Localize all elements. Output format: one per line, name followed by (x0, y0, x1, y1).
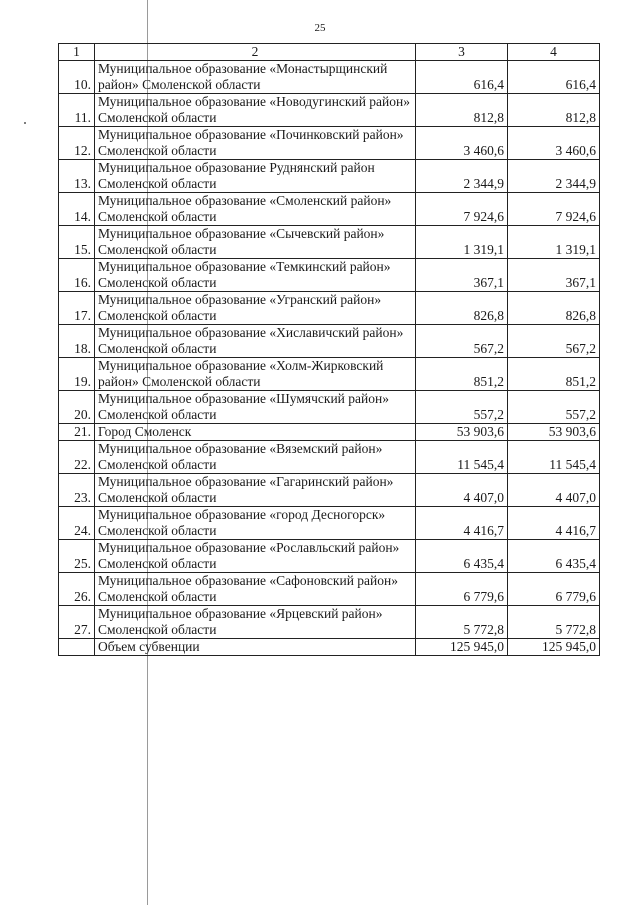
value-col3: 6 435,4 (416, 540, 508, 573)
value-col3: 567,2 (416, 325, 508, 358)
municipality-name: Муниципальное образование «Рославльский район» Смоленской области (95, 540, 416, 573)
value-col4: 5 772,8 (508, 606, 600, 639)
municipality-name: Муниципальное образование «Смоленский район» Смоленской области (95, 193, 416, 226)
table-row (59, 193, 600, 226)
table-header-row (59, 44, 600, 61)
value-col4: 616,4 (508, 61, 600, 94)
row-number: 25. (59, 540, 95, 573)
value-col4: 4 407,0 (508, 474, 600, 507)
value-col3: 3 460,6 (416, 127, 508, 160)
value-col3: 557,2 (416, 391, 508, 424)
value-col3: 1 319,1 (416, 226, 508, 259)
table-row (59, 226, 600, 259)
municipality-name: Муниципальное образование «Монастырщинский район» Смоленской области (95, 61, 416, 94)
row-number: 26. (59, 573, 95, 606)
value-col4: 3 460,6 (508, 127, 600, 160)
value-col3: 826,8 (416, 292, 508, 325)
value-col3: 5 772,8 (416, 606, 508, 639)
subvention-table (58, 43, 600, 656)
municipality-name: Муниципальное образование «Угранский район» Смоленской области (95, 292, 416, 325)
value-col3: 4 407,0 (416, 474, 508, 507)
total-label: Объем субвенции (95, 639, 416, 656)
table-row (59, 391, 600, 424)
table-row (59, 160, 600, 193)
row-number: 11. (59, 94, 95, 127)
value-col4: 6 435,4 (508, 540, 600, 573)
value-col3: 4 416,7 (416, 507, 508, 540)
row-number: 18. (59, 325, 95, 358)
total-value-col4: 125 945,0 (508, 639, 600, 656)
header-col-1: 1 (59, 44, 95, 61)
value-col3: 6 779,6 (416, 573, 508, 606)
municipality-name: Муниципальное образование «Темкинский район» Смоленской области (95, 259, 416, 292)
value-col4: 2 344,9 (508, 160, 600, 193)
table-body (59, 61, 600, 639)
value-col3: 2 344,9 (416, 160, 508, 193)
value-col4: 812,8 (508, 94, 600, 127)
table-row (59, 127, 600, 160)
value-col4: 367,1 (508, 259, 600, 292)
total-num (59, 639, 95, 656)
row-number: 21. (59, 424, 95, 441)
value-col4: 851,2 (508, 358, 600, 391)
value-col4: 567,2 (508, 325, 600, 358)
value-col4: 826,8 (508, 292, 600, 325)
table-row (59, 507, 600, 540)
row-number: 12. (59, 127, 95, 160)
table-row (59, 474, 600, 507)
row-number: 16. (59, 259, 95, 292)
municipality-name: Муниципальное образование «Сафоновский район» Смоленской области (95, 573, 416, 606)
header-col-4: 4 (508, 44, 600, 61)
table-row (59, 325, 600, 358)
table-row (59, 61, 600, 94)
municipality-name: Муниципальное образование «Холм-Жирковский район» Смоленской области (95, 358, 416, 391)
header-col-3: 3 (416, 44, 508, 61)
row-number: 23. (59, 474, 95, 507)
municipality-name: Муниципальное образование «Починковский район» Смоленской области (95, 127, 416, 160)
value-col4: 11 545,4 (508, 441, 600, 474)
total-row (59, 639, 600, 656)
table-row (59, 259, 600, 292)
total-value-col3: 125 945,0 (416, 639, 508, 656)
row-number: 14. (59, 193, 95, 226)
table-row (59, 540, 600, 573)
row-number: 17. (59, 292, 95, 325)
table-row (59, 94, 600, 127)
municipality-name: Муниципальное образование «Гагаринский район» Смоленской области (95, 474, 416, 507)
municipality-name: Муниципальное образование «Ярцевский район» Смоленской области (95, 606, 416, 639)
value-col3: 616,4 (416, 61, 508, 94)
municipality-name: Муниципальное образование «Сычевский район» Смоленской области (95, 226, 416, 259)
value-col3: 11 545,4 (416, 441, 508, 474)
value-col3: 53 903,6 (416, 424, 508, 441)
municipality-name: Муниципальное образование «Хиславичский район» Смоленской области (95, 325, 416, 358)
table-row (59, 606, 600, 639)
municipality-name: Город Смоленск (95, 424, 416, 441)
header-col-2: 2 (95, 44, 416, 61)
municipality-name: Муниципальное образование «Вяземский район» Смоленской области (95, 441, 416, 474)
row-number: 13. (59, 160, 95, 193)
value-col4: 7 924,6 (508, 193, 600, 226)
row-number: 22. (59, 441, 95, 474)
municipality-name: Муниципальное образование «Шумячский район» Смоленской области (95, 391, 416, 424)
value-col3: 7 924,6 (416, 193, 508, 226)
value-col4: 557,2 (508, 391, 600, 424)
row-number: 20. (59, 391, 95, 424)
table-row (59, 358, 600, 391)
value-col4: 4 416,7 (508, 507, 600, 540)
municipality-name: Муниципальное образование Руднянский район Смоленской области (95, 160, 416, 193)
row-number: 27. (59, 606, 95, 639)
row-number: 19. (59, 358, 95, 391)
table-row (59, 441, 600, 474)
value-col3: 367,1 (416, 259, 508, 292)
table-row (59, 573, 600, 606)
value-col4: 1 319,1 (508, 226, 600, 259)
page-number: 25 (314, 22, 326, 34)
table-row (59, 424, 600, 441)
value-col3: 851,2 (416, 358, 508, 391)
value-col4: 53 903,6 (508, 424, 600, 441)
municipality-name: Муниципальное образование «Новодугинский район» Смоленской области (95, 94, 416, 127)
municipality-name: Муниципальное образование «город Десногорск» Смоленской области (95, 507, 416, 540)
row-number: 24. (59, 507, 95, 540)
value-col3: 812,8 (416, 94, 508, 127)
value-col4: 6 779,6 (508, 573, 600, 606)
scan-speck (24, 122, 26, 124)
table-row (59, 292, 600, 325)
row-number: 10. (59, 61, 95, 94)
row-number: 15. (59, 226, 95, 259)
